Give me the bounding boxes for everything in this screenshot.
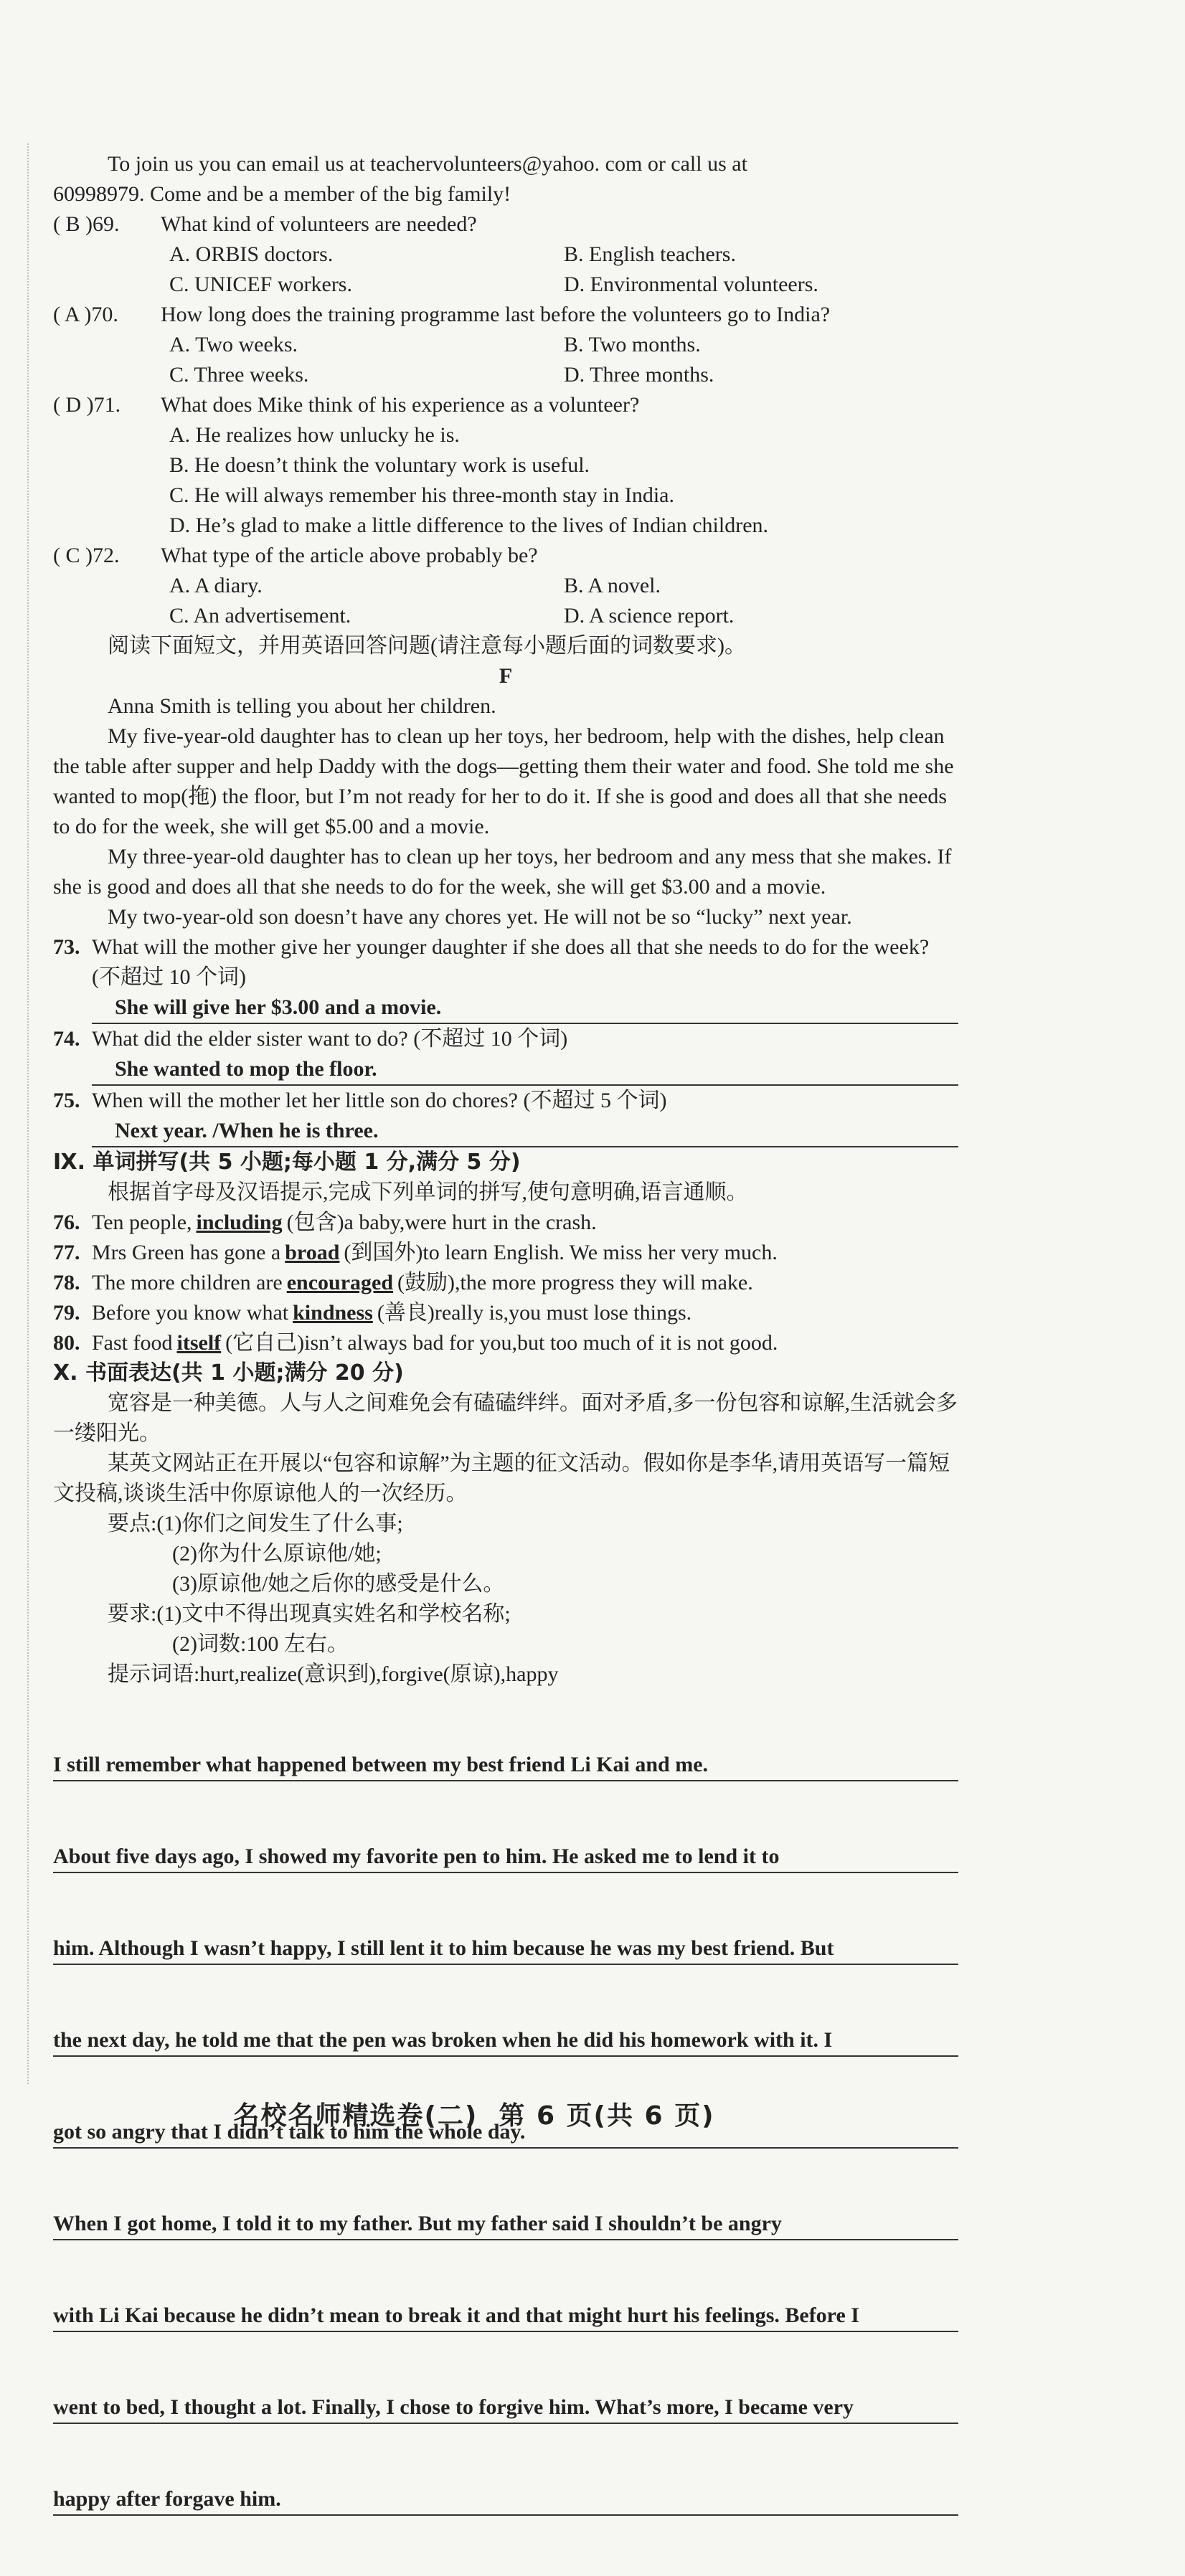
spelling-item-79	[53, 1298, 958, 1328]
spelling-item-80	[53, 1328, 958, 1358]
option: D. He’s glad to make a little difference to the lives of Indian children.	[169, 513, 769, 537]
passage-paragraph: Anna Smith is telling you about her children.	[108, 694, 496, 718]
question-number: 79.	[53, 1301, 80, 1325]
point-item: (1)你们之间发生了什么事;	[156, 1512, 403, 1535]
passage-letter: F	[499, 664, 513, 688]
question-number: 75.	[53, 1089, 80, 1112]
filled-blank: including	[196, 1211, 283, 1234]
option: A. ORBIS doctors.	[169, 242, 334, 266]
question-71	[53, 390, 958, 541]
question-number: 76.	[53, 1211, 80, 1234]
question-text: What does Mike think of his experience as a volunteer?	[161, 393, 640, 417]
question-number: ( C )72.	[53, 544, 120, 567]
question-70	[53, 300, 958, 390]
question-text: When will the mother let her little son do chores? (不超过 5 个词)	[92, 1089, 667, 1112]
option: D. A science report.	[564, 604, 735, 628]
point-item: (2)你为什么原谅他/她;	[172, 1542, 382, 1566]
essay-answer	[53, 1690, 958, 2576]
essay-line: with Li Kai because he didn’t mean to break it and that might hurt his feelings. Before I	[53, 2301, 958, 2332]
intro-line-1: To join us you can email us at teachervolunteers@yahoo. com or call us at	[108, 152, 747, 176]
passage-paragraph: My three-year-old daughter has to clean up her toys, her bedroom and any mess that she makes. If she is good and does all that she needs to do for the week, she will get $3.00 and a movie.	[53, 845, 952, 899]
sentence-part: The more children are	[92, 1271, 283, 1294]
filled-blank: itself	[176, 1331, 222, 1355]
question-text: How long does the training programme last before the volunteers go to India?	[161, 303, 831, 326]
option: A. He realizes how unlucky he is.	[169, 423, 460, 447]
option: B. A novel.	[564, 574, 661, 597]
page-footer: 名校名师精选卷(二) 第 6 页(共 6 页)	[233, 2101, 715, 2131]
essay-line: happy after forgave him.	[53, 2484, 958, 2516]
hint-words: 提示词语:hurt,realize(意识到),forgive(原谅),happy	[108, 1662, 559, 1686]
question-number: 80.	[53, 1331, 80, 1355]
answer-text: She will give her $3.00 and a movie.	[92, 993, 958, 1024]
page-content	[53, 149, 958, 2576]
question-74	[53, 1024, 958, 1086]
requirements-label: 要求:	[108, 1602, 157, 1626]
section-9-instruction: 根据首字母及汉语提示,完成下列单词的拼写,使句意明确,语言通顺。	[108, 1180, 748, 1204]
question-number: 74.	[53, 1027, 80, 1051]
option: B. He doesn’t think the voluntary work is useful.	[169, 453, 590, 477]
answer-text: Next year. /When he is three.	[92, 1116, 958, 1147]
question-69	[53, 209, 958, 300]
question-text: What did the elder sister want to do? (不超过 10 个词)	[92, 1027, 568, 1051]
question-number: 78.	[53, 1271, 80, 1294]
requirement-item: (1)文中不得出现真实姓名和学校名称;	[156, 1602, 511, 1626]
essay-line: the next day, he told me that the pen was broken when he did his homework with it. I	[53, 2025, 958, 2057]
intro-line-2: 60998979. Come and be a member of the big family!	[53, 182, 511, 206]
question-number: ( A )70.	[53, 303, 118, 326]
essay-line: him. Although I wasn’t happy, I still lent it to him because he was my best friend. But	[53, 1933, 958, 1965]
spelling-item-78	[53, 1268, 958, 1298]
option: B. Two months.	[564, 333, 701, 356]
question-text: What will the mother give her younger daughter if she does all that she needs to do for the week? (不超过 10 个词)	[92, 935, 930, 989]
writing-points	[53, 1509, 958, 1690]
spelling-item-76	[53, 1208, 958, 1238]
option: D. Environmental volunteers.	[564, 273, 818, 296]
question-number: 73.	[53, 935, 80, 959]
sentence-part: Before you know what	[92, 1301, 289, 1325]
answer-text: She wanted to mop the floor.	[92, 1054, 958, 1086]
question-number: ( D )71.	[53, 393, 121, 417]
sentence-part: (它自己)isn’t always bad for you,but too much of it is not good.	[225, 1331, 778, 1355]
essay-line: I still remember what happened between my best friend Li Kai and me.	[53, 1750, 958, 1781]
sentence-part: Mrs Green has gone a	[92, 1241, 281, 1264]
passage-paragraph: My five-year-old daughter has to clean up her toys, her bedroom, help with the dishes, help clean the table after supper and help Daddy with the dogs—getting them their water and food. She told me she wanted to mop(拖) the floor, but I’m not ready for her to do it. If she is good and does all that she needs to do for the week, she will get $5.00 and a movie.	[53, 724, 954, 838]
spelling-item-77	[53, 1238, 958, 1268]
question-number: 77.	[53, 1241, 80, 1264]
passage-paragraph: My two-year-old son doesn’t have any chores yet. He will not be so “lucky” next year.	[108, 905, 852, 929]
option: C. UNICEF workers.	[169, 273, 352, 296]
option: C. He will always remember his three-month stay in India.	[169, 483, 674, 507]
reading-instruction: 阅读下面短文，并用英语回答问题(请注意每小题后面的词数要求)。	[108, 634, 746, 658]
section-10-title: Ⅹ. 书面表达(共 1 小题;满分 20 分)	[53, 1360, 404, 1386]
binding-margin-line	[27, 143, 29, 2084]
sentence-part: (善良)really is,you must lose things.	[377, 1301, 692, 1325]
question-text: What kind of volunteers are needed?	[161, 212, 477, 236]
question-number: ( B )69.	[53, 212, 120, 236]
filled-blank: broad	[285, 1241, 340, 1264]
option: C. An advertisement.	[169, 604, 351, 628]
option: A. Two weeks.	[169, 333, 298, 356]
essay-line: About five days ago, I showed my favorite pen to him. He asked me to lend it to	[53, 1842, 958, 1873]
writing-prompt-paragraph: 宽容是一种美德。人与人之间难免会有磕磕绊绊。面对矛盾,多一份包容和谅解,生活就会多一缕阳光。	[53, 1391, 958, 1445]
sentence-part: (到国外)to learn English. We miss her very much.	[344, 1241, 778, 1264]
sentence-part: (包含)a baby,were hurt in the crash.	[286, 1211, 597, 1234]
essay-line: got so angry that I didn’t talk to him the whole day.	[53, 2117, 958, 2149]
sentence-part: Ten people,	[92, 1211, 192, 1234]
option: A. A diary.	[169, 574, 263, 597]
question-text: What type of the article above probably be?	[161, 544, 538, 567]
sentence-part: Fast food	[92, 1331, 173, 1355]
essay-line: went to bed, I thought a lot. Finally, I chose to forgive him. What’s more, I became very	[53, 2392, 958, 2424]
option: D. Three months.	[564, 363, 714, 387]
question-73	[53, 932, 958, 1024]
points-label: 要点:	[108, 1512, 157, 1535]
filled-blank: kindness	[293, 1301, 373, 1325]
question-72	[53, 541, 958, 631]
option: C. Three weeks.	[169, 363, 309, 387]
question-75	[53, 1086, 958, 1147]
writing-prompt-paragraph: 某英文网站正在开展以“包容和谅解”为主题的征文活动。假如你是李华,请用英语写一篇短文投稿,谈谈生活中你原谅他人的一次经历。	[53, 1452, 950, 1505]
essay-line: When I got home, I told it to my father. But my father said I shouldn’t be angry	[53, 2209, 958, 2240]
option: B. English teachers.	[564, 242, 736, 266]
section-9-title: Ⅸ. 单词拼写(共 5 小题;每小题 1 分,满分 5 分)	[53, 1150, 521, 1175]
point-item: (3)原谅他/她之后你的感受是什么。	[172, 1572, 505, 1596]
filled-blank: encouraged	[286, 1271, 394, 1294]
sentence-part: (鼓励),the more progress they will make.	[397, 1271, 753, 1294]
requirement-item: (2)词数:100 左右。	[172, 1632, 349, 1656]
